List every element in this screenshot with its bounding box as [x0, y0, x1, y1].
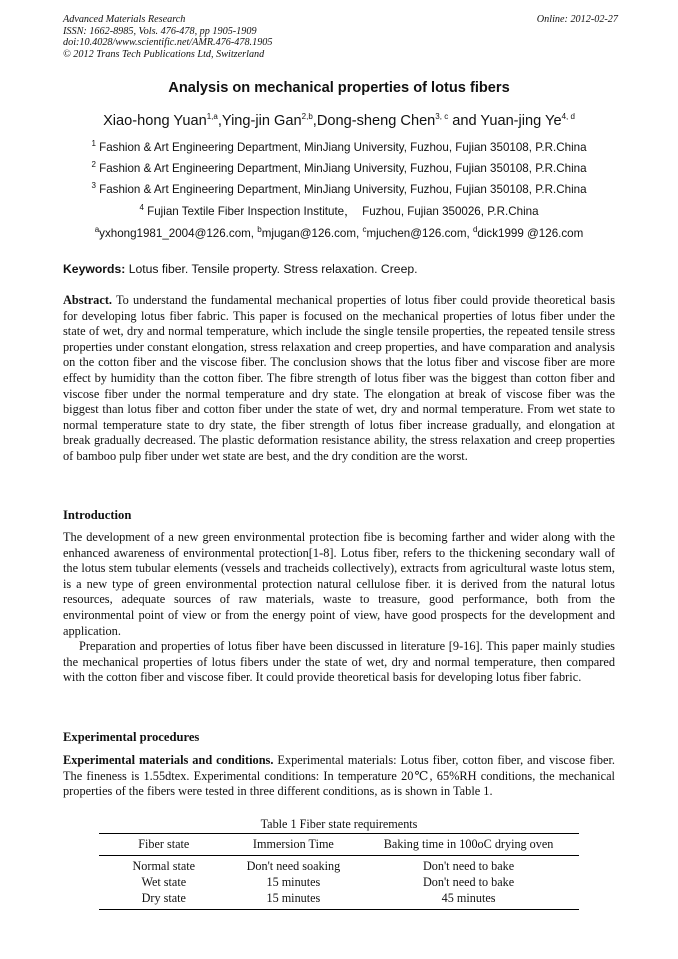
author-separator: and [448, 112, 481, 129]
online-date: Online: 2012-02-27 [536, 14, 618, 25]
fiber-state-table [99, 833, 579, 910]
table-cell: Don't need to bake [422, 875, 515, 889]
keywords-label: Keywords: [63, 262, 126, 276]
abstract-label: Abstract. [63, 293, 113, 307]
introduction-paragraph-1: The development of a new green environmental protection fibe is becoming farther and wider along with the enhanced awareness of environmental protection[1-8]. Lotus fiber, refers to the thickening secondary wall of the lotus stem tubular elements (vessels and tracheids collectively), extracts from agricultural waste lotus stem, is a new type of green environmental protection natural cellulose fiber. it is derived from the natural lotus resources, adequate sources of raw materials, waste to treasure, good performance, both from the environmental point of view or from the energy point of view, have good prospects for the development and application. [63, 530, 615, 638]
introduction-heading: Introduction [63, 508, 132, 522]
affiliation-text: Fashion & Art Engineering Department, MinJiang University, Fuzhou, Fujian 350108, P.R.China [99, 182, 587, 196]
issn-line: ISSN: 1662-8985, Vols. 476-478, pp 1905-1909 [63, 25, 257, 37]
author-list [0, 112, 678, 129]
affiliation-number: 1 [91, 139, 96, 148]
affiliation-1 [0, 139, 678, 154]
table-cell: 15 minutes [229, 890, 359, 910]
abstract-text: To understand the fundamental mechanical properties of lotus fiber could provide theoretical basis for developing lotus fiber fabric. This paper is focused on the mechanical properties of lotus fiber under the state of wet, dry and normal temperature, which include the single tensile properties, the repeated tensile stress properties under constant elongation, stress relaxation and creep properties, and have comparation and analysis on the cotton fiber and the viscose fiber. The conclusion shows that the lotus fiber and viscose fiber are more effect by humidity than the cotton fiber. The fibre strength of lotus fiber was the biggest than cotton fiber and viscose fiber under the normal temperature and dry state. The elongation at break of viscose fiber was the biggest than lotus fiber and cotton fiber under the state of wet, dry and normal temperature. From wet state to normal temperature state to dry state, the fiber strength of lotus fiber increase gradually, and elongation at break gradually decreased. The plastic deformation resistance ability, the stress relaxation and creep properties of bamboo pulp fiber under wet state are best, and the dry condition are the worst. [63, 293, 615, 463]
table-cell: Don't need to bake [422, 859, 515, 873]
author-separator: , [217, 112, 222, 129]
email-superscript: a [94, 225, 100, 234]
doi-line: doi:10.4028/www.scientific.net/AMR.476-478.1905 [63, 37, 273, 49]
copyright-line: © 2012 Trans Tech Publications Ltd, Switzerland [63, 48, 265, 60]
table-header-row [99, 834, 579, 856]
introduction-paragraph-2: Preparation and properties of lotus fiber have been discussed in literature [9-16]. This paper mainly studies the mechanical properties of lotus fibers under the state of wet, dry and normal temperature, then compared with the cotton fiber and viscose fiber. It could provide theoretical basis for developing lotus fiber fabric. [63, 639, 615, 685]
email-address: dick1999 @126.com [477, 226, 584, 240]
table-row [99, 874, 579, 890]
email-list [0, 225, 678, 240]
table-header-cell: Immersion Time [229, 834, 359, 856]
experimental-heading: Experimental procedures [63, 730, 200, 744]
affiliation-text: Fashion & Art Engineering Department, MinJiang University, Fuzhou, Fujian 350108, P.R.China [99, 161, 587, 175]
author-name: Dong-sheng Chen [316, 112, 436, 129]
experimental-paragraph [63, 753, 615, 800]
author-superscript: 4, d [561, 112, 575, 121]
table-cell: Don't need soaking [246, 859, 341, 873]
journal-header [63, 14, 618, 60]
affiliation-number: 2 [91, 160, 96, 169]
author-name: Ying-jin Gan [221, 112, 302, 129]
email-superscript: c [362, 225, 367, 234]
author-name: Yuan-jing Ye [480, 112, 562, 129]
abstract [63, 293, 615, 465]
email-address: yxhong1981_2004@126.com, [99, 226, 258, 240]
table-row [99, 890, 579, 910]
table-caption: Table 1 Fiber state requirements [260, 817, 418, 831]
affiliation-3 [0, 181, 678, 196]
author-superscript: 1,a [206, 112, 218, 121]
affiliation-4 [0, 203, 678, 219]
table-cell: Wet state [141, 875, 187, 889]
author-superscript: 2,b [301, 112, 313, 121]
email-superscript: d [472, 225, 478, 234]
email-address: mjuchen@126.com, [366, 226, 473, 240]
keywords [63, 262, 418, 276]
paper-title: Analysis on mechanical properties of lotus fibers [168, 80, 510, 96]
author-name: Xiao-hong Yuan [103, 112, 207, 129]
table-cell: Normal state [132, 859, 196, 873]
keywords-text: Lotus fiber. Tensile property. Stress relaxation. Creep. [125, 262, 418, 276]
author-superscript: 3, c [435, 112, 449, 121]
experimental-text: Experimental materials: Lotus fiber, cotton fiber, and viscose fiber. The fineness is 1.55dtex. Experimental conditions: In temperature 20℃, 65%RH conditions, the mechanical properties of the fibers were tested in three different conditions, as is shown in Table 1. [63, 753, 615, 799]
affiliation-text: Fashion & Art Engineering Department, MinJiang University, Fuzhou, Fujian 350108, P.R.China [99, 140, 587, 154]
email-address: mjugan@126.com, [261, 226, 363, 240]
table-cell: 15 minutes [266, 875, 321, 889]
journal-name: Advanced Materials Research [63, 14, 186, 25]
email-superscript: b [257, 225, 262, 234]
table-header-cell: Fiber state [99, 834, 229, 856]
experimental-label: Experimental materials and conditions. [63, 753, 274, 767]
affiliation-number: 3 [91, 181, 96, 190]
author-separator: , [312, 112, 317, 129]
table-cell: 45 minutes [358, 890, 579, 910]
table-header-cell: Baking time in 100oC drying oven [358, 834, 579, 856]
affiliation-text: Fujian Textile Fiber Inspection Institute， Fuzhou, Fujian 350026, P.R.China [147, 205, 539, 218]
table-cell: Dry state [99, 890, 229, 910]
affiliation-2 [0, 160, 678, 175]
affiliation-number: 4 [139, 203, 144, 213]
table-row [99, 856, 579, 875]
